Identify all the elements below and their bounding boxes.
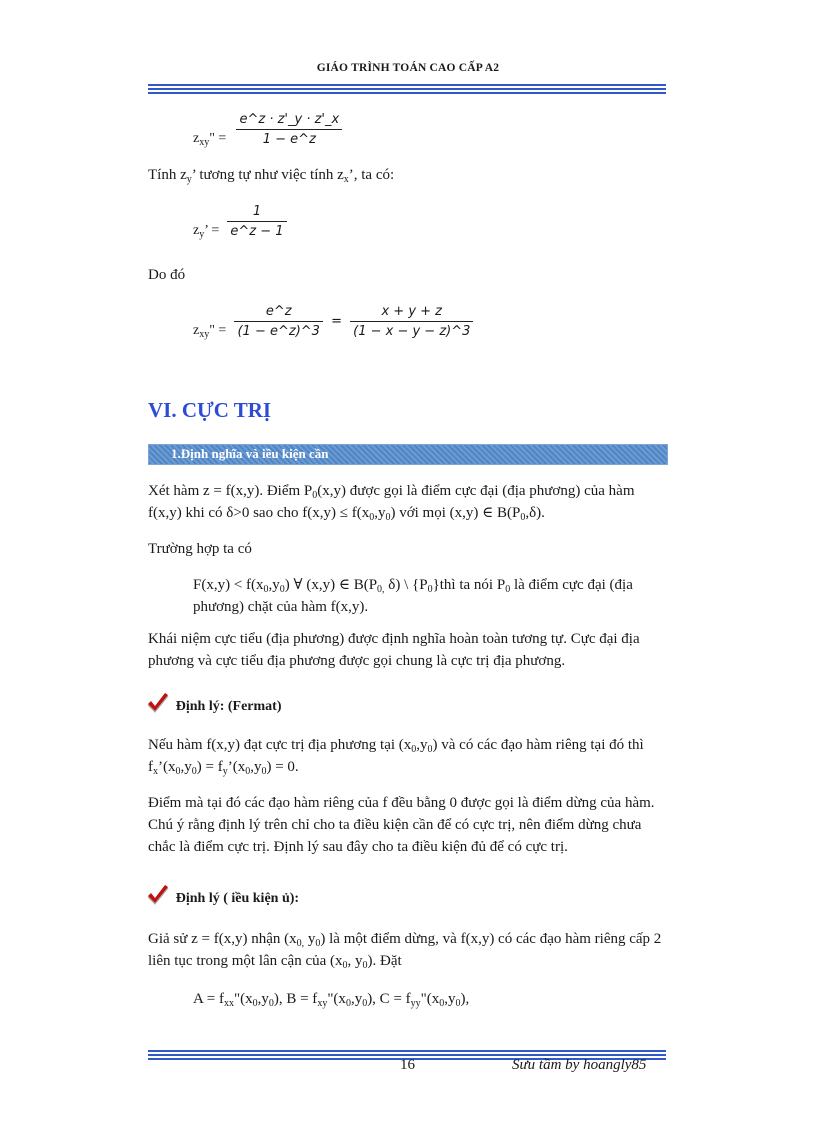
formula-abc: $A = f_{xx}"(x_0,y_0)$, $B = f_{xy}"(x_0,y_0)$, $C = f_{yy}"(x_0,y_0)$,	[193, 991, 470, 1009]
paragraph-minimum: Khái niệm cực tiểu (địa phương) được định nghĩa hoàn toàn tương tự. Cực đại địa phương và cực tiểu địa phương được gọi chung là cực trị địa phương.	[148, 631, 640, 669]
check-icon	[146, 692, 170, 714]
paragraph-strict-max: $F(x,y) < f(x_0,y_0)$ ∀ (x,y) ∈ $B(P_{0,}$ δ) \ $\{P_0\}thì$ ta nói $P_0$ là điểm cực đại (địa phương) chặt của hàm f(x,y).	[193, 577, 633, 615]
text-do-do: Do đó	[148, 267, 186, 283]
page-header-title: GIÁO TRÌNH TOÁN CAO CẤP A2	[316, 62, 500, 74]
paragraph-stationary: Điểm mà tại đó các đạo hàm riêng của f đều bằng 0 được gọi là điểm dừng của hàm. Chú ý rằng định lý trên chỉ cho ta điều kiện cần để có cực trị, nên điểm dừng chưa chắc là điểm cực trị. Định lý sau đây cho ta điều kiện đủ để có cực trị.	[148, 795, 655, 855]
check-icon	[146, 884, 170, 906]
section-title: VI. CỰC TRỊ	[148, 398, 272, 422]
paragraph-case: Trường hợp ta có	[148, 541, 252, 557]
header-rule	[148, 84, 666, 96]
formula-zy: $z_y$’ = $\frac{1}{e\^{}z - 1}$	[193, 204, 287, 239]
paragraph-hypothesis: Giả sử z = f(x,y) nhận ($x_{0,}$ $y_0$) là một điểm dừng, và f(x,y) có các đạo hàm riêng cấp 2 liên tục trong một lân cận của ($x_0$, $y_0$). Đặt	[148, 931, 662, 971]
subsection-bar	[148, 444, 668, 465]
formula-zxy-1: $z_{xy}$" = $\frac{e\^{}z \cdot z'\_y \cdot z'\_x}{1 - e\^{}z}$	[193, 112, 342, 147]
paragraph-fermat: Nếu hàm f(x,y) đạt cực trị địa phương tại $(x_0,y_0)$ và có các đạo hàm riêng tại đó thì $f_x’(x_0,y_0)$ = $f_y’(x_0,y_0) = 0$.	[148, 737, 644, 777]
paragraph-definition: Xét hàm z = f(x,y). Điểm $P_0(x,y)$ được gọi là điểm cực đại (địa phương) của hàm f(x,y) khi có δ>0 sao cho $f(x,y) \le f(x_0,y_0)$ với mọi (x,y) ∈ $B(P_0,\delta)$.	[148, 483, 635, 523]
footer-credit: Sưu tầm by hoangly85	[512, 1057, 647, 1073]
text-zy-intro: Tính $z_y$’ tương tự như việc tính $z_x$’, ta có:	[148, 167, 395, 185]
theorem-sufficient-heading: Định lý ( iều kiện ủ):	[146, 884, 299, 911]
subsection-title: 1.Định nghĩa và iều kiện cần	[171, 446, 329, 461]
theorem-fermat-heading: Định lý: (Fermat)	[146, 692, 282, 719]
formula-zxy-2: $z_{xy}$" = $\frac{e\^{}z}{(1 - e\^{}z)\^{}3}$ = $\frac{x + y + z}{(1 - x - y - z)\^{}3}$	[193, 304, 473, 339]
page-number: 16	[400, 1057, 415, 1073]
